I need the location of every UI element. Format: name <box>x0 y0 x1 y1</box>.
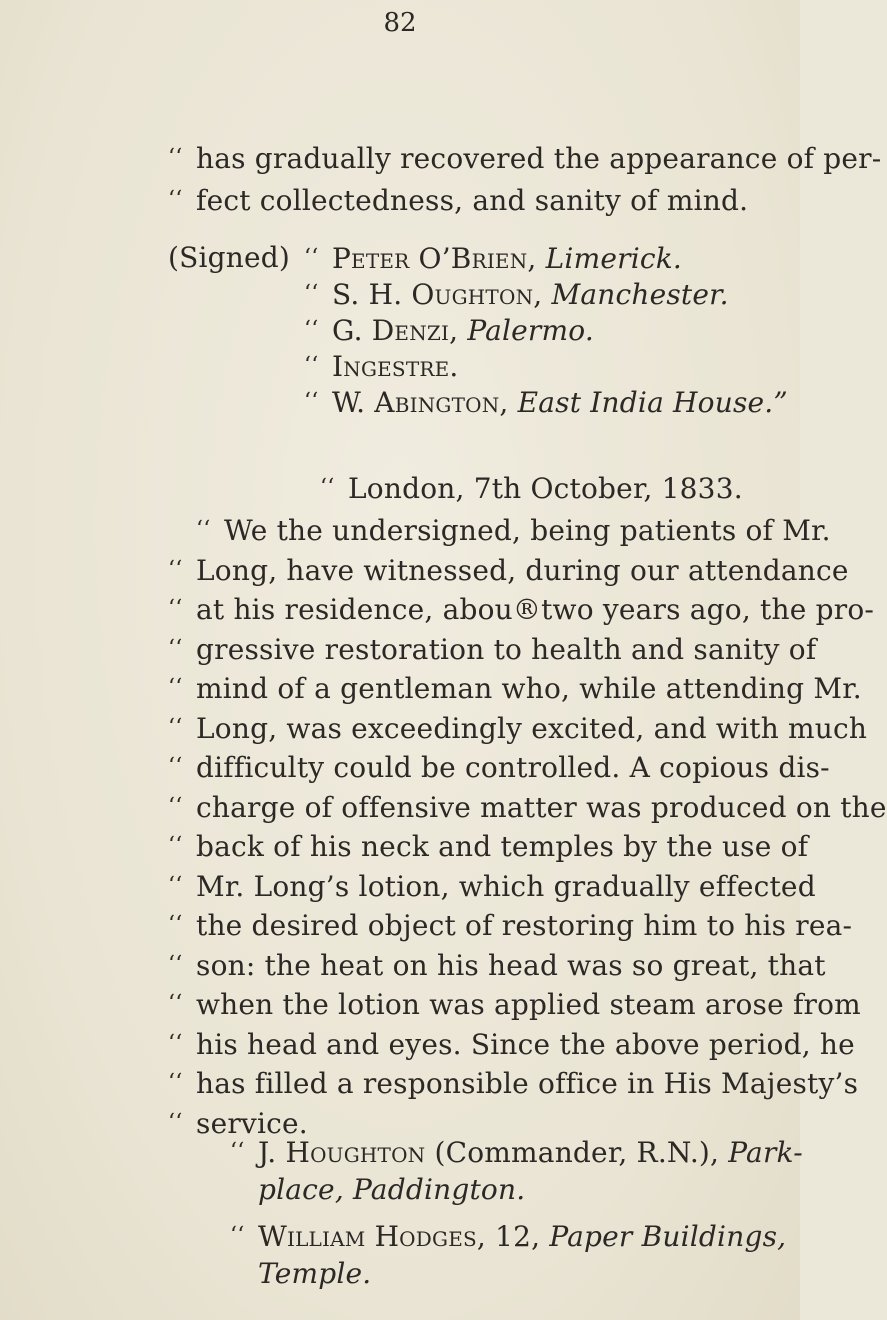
quote-mark: ‘‘ <box>168 833 183 858</box>
body-line: ‘‘ difficulty could be controlled. A copious dis- <box>168 751 830 784</box>
quote-mark: ‘‘ <box>168 754 183 779</box>
body-line: ‘‘ mind of a gentleman who, while attending Mr. <box>168 672 862 705</box>
body-line: ‘‘ his head and eyes. Since the above period, he <box>168 1027 855 1061</box>
quote-mark: ‘‘ <box>168 912 183 937</box>
signatory-2: ‘‘ S. H. Oughton, Manchester. <box>304 278 729 311</box>
body-line: ‘‘ son: the heat on his head was so great, that <box>168 948 826 982</box>
body-line: ‘‘ charge of offensive matter was produced on the <box>168 790 887 824</box>
page-number: 82 <box>383 8 417 38</box>
body-line: ‘‘ has filled a responsible office in His Majesty’s <box>168 1067 859 1100</box>
intro-line-1: ‘‘ has gradually recovered the appearance of per- <box>168 142 882 175</box>
quote-mark: ‘‘ <box>168 187 183 212</box>
quote-mark: ‘‘ <box>168 793 183 819</box>
body-line: ‘‘ the desired object of restoring him to his rea- <box>168 909 853 942</box>
quote-mark: ‘‘ <box>168 1030 183 1056</box>
closing-signatory-2-cont: Temple. <box>258 1257 372 1290</box>
body-line: ‘‘ service. <box>168 1106 308 1140</box>
quote-mark: ‘‘ <box>168 951 183 977</box>
quote-mark: ‘‘ <box>168 145 183 170</box>
quote-mark: ‘‘ <box>168 596 183 621</box>
closing-signatory-1-cont: place, Paddington. <box>258 1173 526 1206</box>
signatory-1: ‘‘ Peter O’Brien, Limerick. <box>304 242 682 275</box>
quote-mark: ‘‘ <box>168 1109 183 1135</box>
quote-mark: ‘‘ <box>168 675 183 700</box>
quote-mark: ‘‘ <box>168 1070 183 1095</box>
closing-signatory-1: ‘‘ J. Houghton (Commander, R.N.), Park- <box>230 1136 803 1169</box>
quote-mark: ‘‘ <box>168 635 183 661</box>
signatory-4: ‘‘ Ingestre. <box>304 350 459 383</box>
body-line: ‘‘ We the undersigned, being patients of Mr. <box>196 514 831 547</box>
quote-mark: ‘‘ <box>168 556 183 582</box>
signed-label: (Signed) <box>168 241 291 274</box>
body-line: ‘‘ at his residence, abou®two years ago, the pro- <box>168 593 875 626</box>
body-line: ‘‘ Long, was exceedingly excited, and with much <box>168 711 868 745</box>
body-line: ‘‘ back of his neck and temples by the use of <box>168 830 809 863</box>
body-line: ‘‘ when the lotion was applied steam arose from <box>168 988 861 1021</box>
signatory-3: ‘‘ G. Denzi, Palermo. <box>304 314 594 347</box>
intro-line-2: ‘‘ fect collectedness, and sanity of mind. <box>168 184 749 217</box>
closing-signatory-2: ‘‘ William Hodges, 12, Paper Buildings, <box>230 1220 787 1253</box>
signatory-5: ‘‘ W. Abington, East India House.” <box>304 386 788 419</box>
quote-mark: ‘‘ <box>168 991 183 1016</box>
body-line: ‘‘ gressive restoration to health and sanity of <box>168 632 817 666</box>
quote-mark: ‘‘ <box>168 714 183 740</box>
body-line: ‘‘ Mr. Long’s lotion, which gradually effected <box>168 869 816 903</box>
body-line: ‘‘ Long, have witnessed, during our attendance <box>168 553 849 587</box>
quote-mark: ‘‘ <box>168 872 183 898</box>
date-line: ‘‘ London, 7th October, 1833. <box>320 472 743 505</box>
quote-mark: ‘‘ <box>196 517 211 542</box>
